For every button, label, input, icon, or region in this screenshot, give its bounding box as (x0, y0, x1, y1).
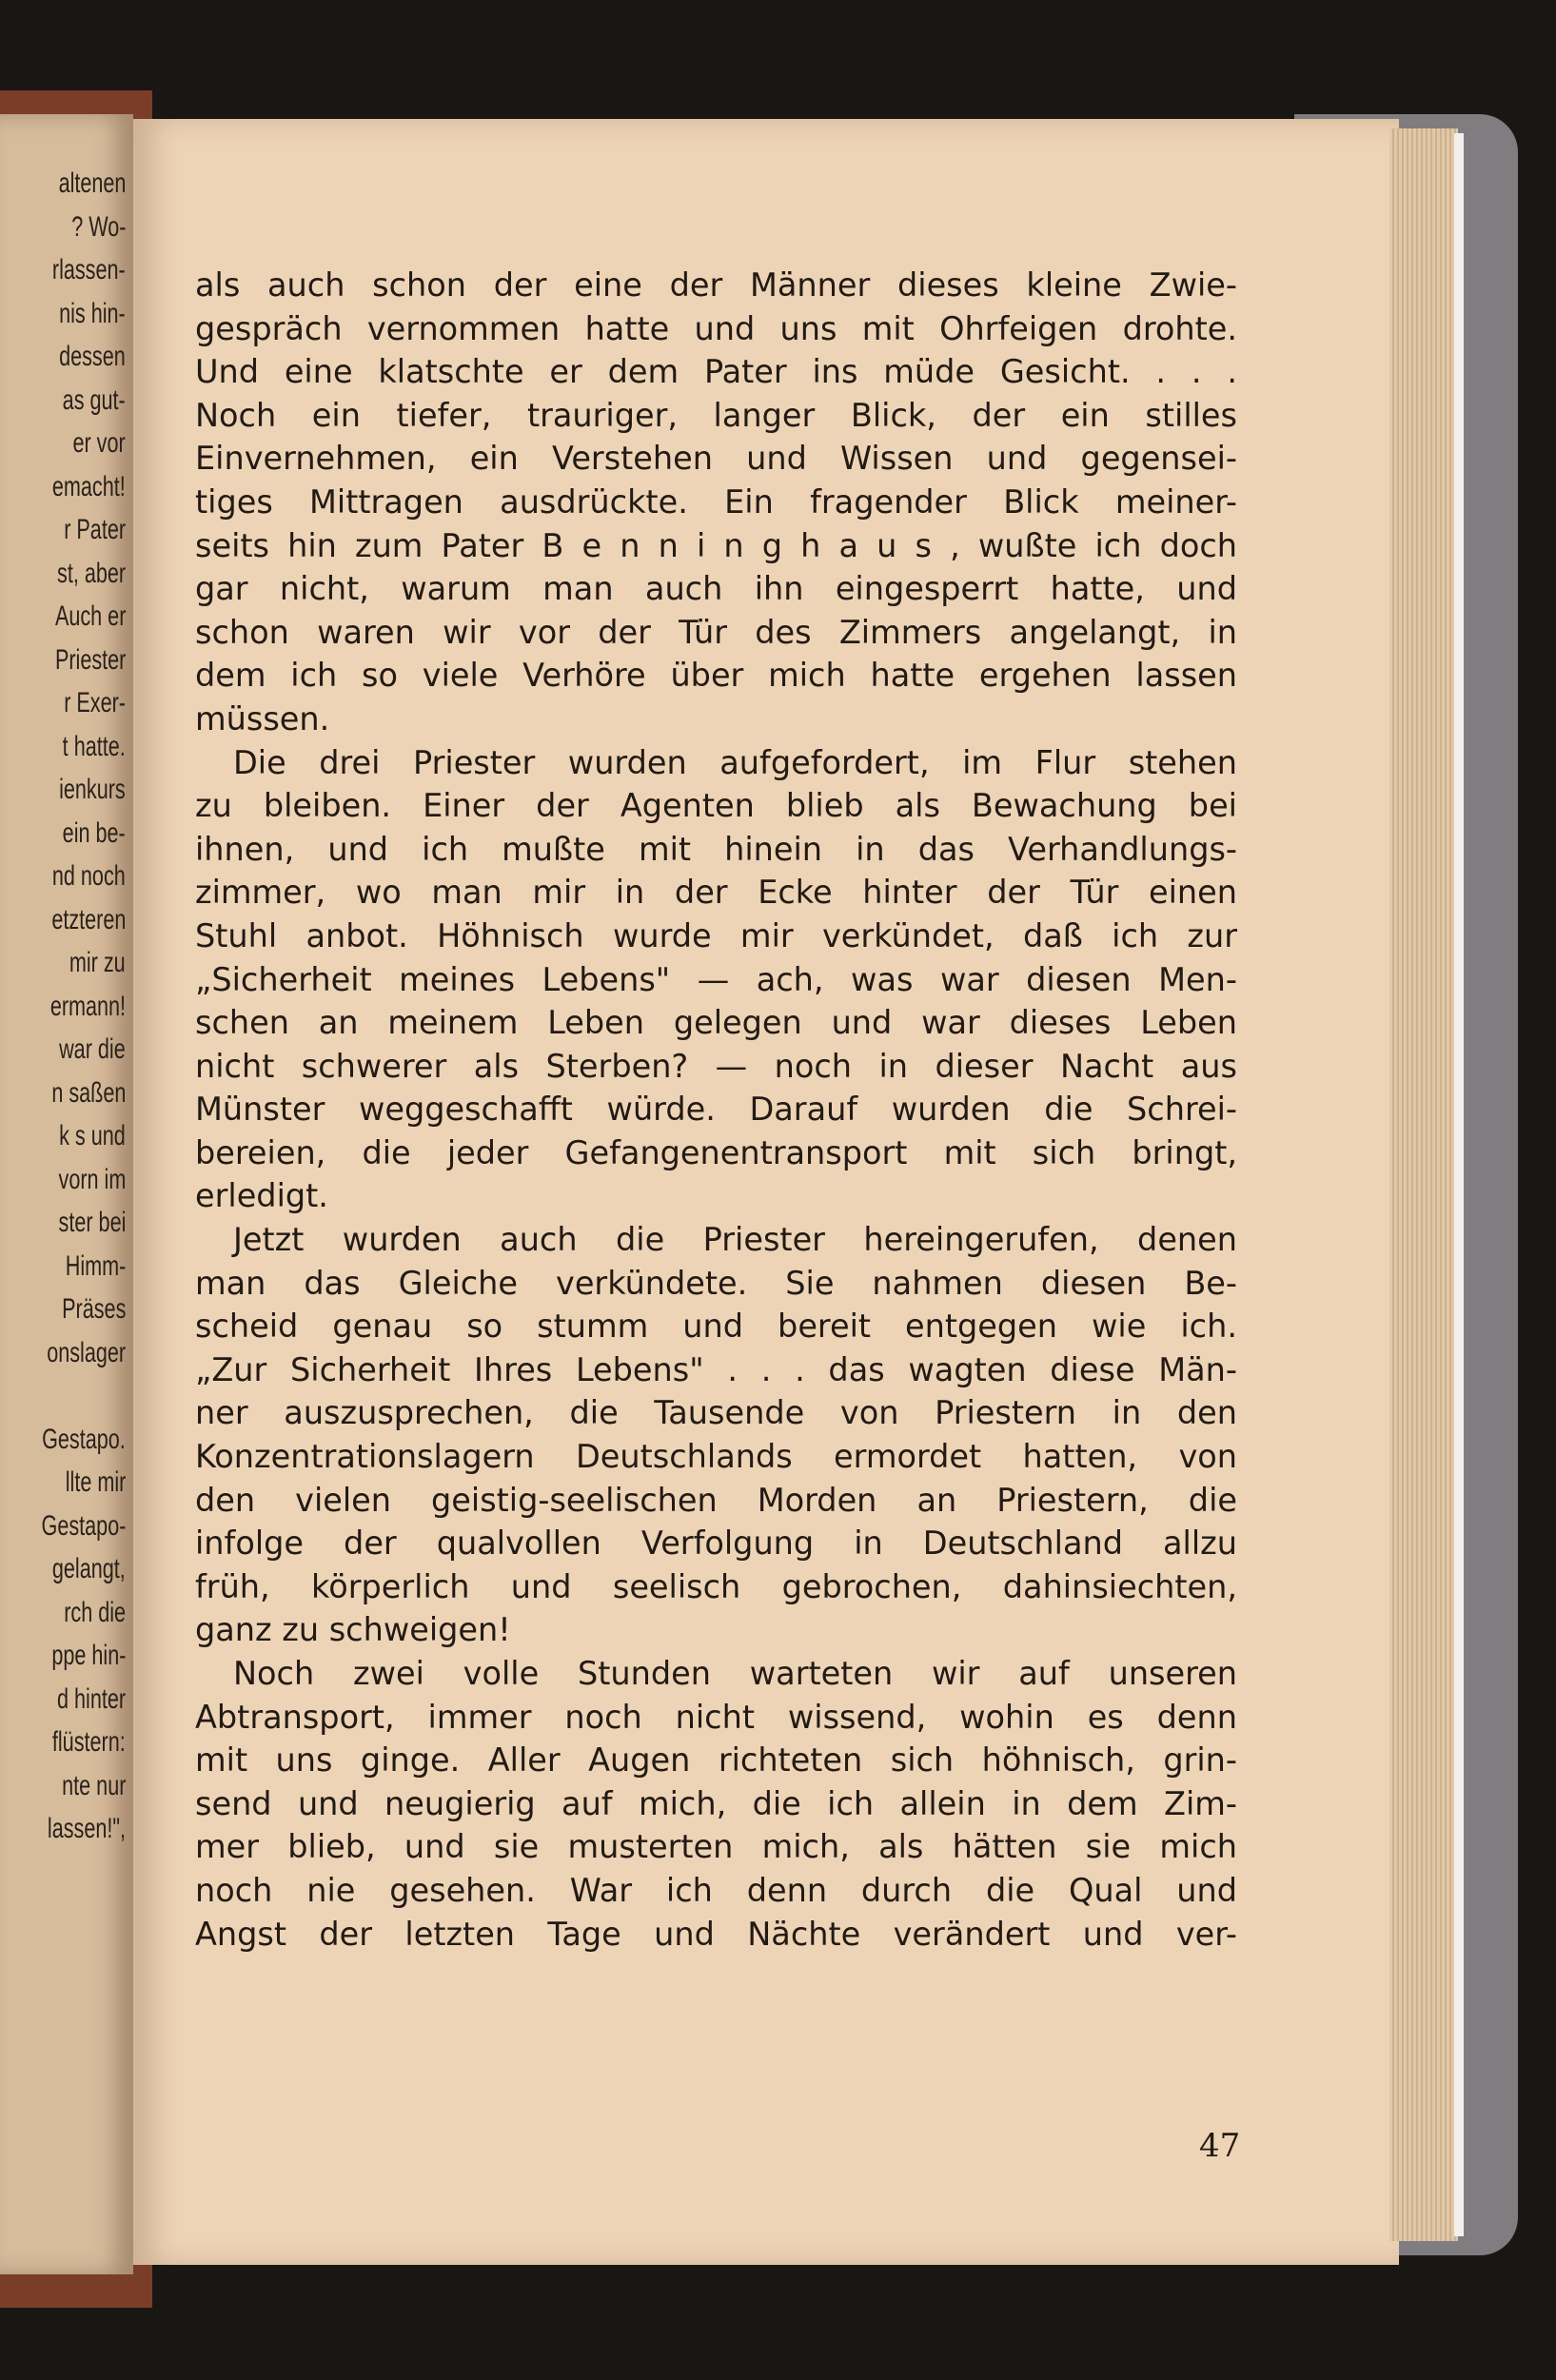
text-line: schen an meinem Leben gelegen und war dieses Leben (195, 1004, 1237, 1042)
text-line: ihnen, und ich mußte mit hinein in das Verhandlungs- (195, 830, 1237, 868)
left-page-text-fragment: rlassen- (52, 254, 126, 285)
left-page-text-fragment: gelangt, (52, 1553, 126, 1584)
left-page-text-fragment: dessen (59, 341, 126, 372)
page-stack-white-edge (1454, 133, 1464, 2236)
left-page-text-fragment: llte mir (65, 1466, 126, 1498)
text-line: Und eine klatschte er dem Pater ins müde Gesicht. . . . (195, 353, 1237, 391)
left-page-text-fragment: k s und (59, 1120, 126, 1151)
text-line: als auch schon der eine der Männer dieses kleine Zwie- (195, 266, 1237, 304)
text-line: gar nicht, warum man auch ihn eingesperrt hatte, und (195, 570, 1237, 608)
left-page-text-fragment: d hinter (56, 1682, 126, 1715)
left-page-text-fragment: flüstern: (52, 1726, 126, 1758)
right-page (133, 119, 1399, 2265)
left-page-text-fragment: r Pater (64, 514, 126, 545)
left-page-text-fragment: r Exer- (64, 687, 126, 718)
left-page-text-fragment: ermann! (49, 990, 126, 1022)
text-line: „Zur Sicherheit Ihres Lebens" . . . das wagten diese Män- (195, 1350, 1237, 1388)
text-line: bereien, die jeder Gefangenentransport mit sich bringt, (195, 1133, 1237, 1171)
text-line: infolge der qualvollen Verfolgung in Deutschland allzu (195, 1524, 1237, 1563)
text-line: mit uns ginge. Aller Augen richteten sich höhnisch, grin- (195, 1741, 1237, 1780)
text-line: erledigt. (195, 1177, 328, 1215)
text-line: zimmer, wo man mir in der Ecke hinter der Tür einen (195, 874, 1237, 912)
text-line: Die drei Priester wurden aufgefordert, im Flur stehen (233, 743, 1237, 781)
text-line: „Sicherheit meines Lebens" — ach, was war diesen Men- (195, 960, 1237, 998)
left-page-text-fragment: ? Wo- (70, 210, 126, 243)
left-page-text-fragment: as gut- (62, 384, 126, 416)
left-page (0, 114, 133, 2274)
page-number: 47 (1199, 2127, 1241, 2165)
text-line: früh, körperlich und seelisch gebrochen, dahinsiechten, (195, 1567, 1237, 1605)
text-line: den vielen geistig-seelischen Morden an Priestern, die (195, 1481, 1237, 1519)
text-line: schon waren wir vor der Tür des Zimmers angelangt, in (195, 613, 1237, 651)
left-page-text-fragment: Präses (61, 1293, 126, 1325)
left-page-text-fragment: Priester (54, 643, 126, 676)
left-page-text-fragment: ppe hin- (50, 1640, 126, 1671)
left-page-text-fragment: t hatte. (62, 730, 126, 762)
left-page-text-fragment: onslager (47, 1336, 126, 1368)
left-page-text-fragment: ein be- (62, 816, 126, 849)
text-line: Jetzt wurden auch die Priester hereingerufen, denen (233, 1221, 1237, 1259)
text-line: Münster weggeschafft würde. Darauf wurden die Schrei- (195, 1091, 1237, 1129)
left-page-text-fragment: Himm- (65, 1249, 126, 1282)
text-line: ner auszusprechen, die Tausende von Priestern in den (195, 1394, 1237, 1432)
text-line: Noch ein tiefer, trauriger, langer Blick, der ein stilles (195, 396, 1237, 434)
text-line: seits hin zum Pater B e n n i n g h a u s , wußte ich doch (195, 526, 1237, 564)
left-page-text-fragment: nd noch (52, 860, 126, 892)
left-page-text-fragment: nte nur (61, 1769, 126, 1801)
left-page-text-fragment: etzteren (50, 903, 126, 935)
left-page-text-fragment: er vor (72, 427, 126, 459)
left-page-text-fragment: mir zu (69, 947, 126, 978)
left-page-text-fragment: ienkurs (59, 774, 126, 805)
text-line: scheid genau so stumm und bereit entgegen wie ich. (195, 1308, 1237, 1346)
left-page-text-fragment: rch die (64, 1596, 126, 1628)
left-page-text-fragment: emacht! (52, 470, 126, 502)
left-page-text-fragment: st, aber (56, 557, 126, 589)
text-line: Konzentrationslagern Deutschlands ermordet hatten, von (195, 1438, 1237, 1476)
text-line: Einvernehmen, ein Verstehen und Wissen und gegensei- (195, 440, 1237, 478)
body-text (195, 264, 1237, 1956)
page-stack-edge (1389, 128, 1458, 2241)
left-page-text-fragment: Auch er (54, 600, 126, 632)
text-line: gespräch vernommen hatte und uns mit Ohrfeigen drohte. (195, 309, 1237, 347)
text-line: Angst der letzten Tage und Nächte verändert und ver- (195, 1915, 1237, 1953)
text-line: Abtransport, immer noch nicht wissend, wohin es denn (195, 1698, 1237, 1736)
left-page-text-fragment: altenen (58, 167, 126, 199)
left-page-text-fragment: nis hin- (59, 297, 126, 329)
left-page-text-fragment: war die (59, 1033, 126, 1065)
left-page-text-fragment: lassen!", (47, 1813, 126, 1844)
text-line: müssen. (195, 699, 330, 738)
left-page-text-fragment: vorn im (58, 1163, 126, 1195)
left-page-text-fragment: Gestapo- (41, 1509, 126, 1542)
text-line: zu bleiben. Einer der Agenten blieb als Bewachung bei (195, 787, 1237, 825)
left-page-text-fragment: ster bei (58, 1207, 126, 1238)
text-line: send und neugierig auf mich, die ich allein in dem Zim- (195, 1784, 1237, 1822)
left-page-text-fragment: Gestapo. (42, 1423, 126, 1455)
text-line: dem ich so viele Verhöre über mich hatte ergehen lassen (195, 657, 1237, 695)
text-line: Stuhl anbot. Höhnisch wurde mir verkündet, daß ich zur (195, 916, 1237, 954)
text-line: mer blieb, und sie musterten mich, als hätten sie mich (195, 1828, 1237, 1866)
text-line: tiges Mittragen ausdrückte. Ein fragender Blick meiner- (195, 482, 1237, 521)
text-line: ganz zu schweigen! (195, 1611, 511, 1649)
left-page-text-fragment: n saßen (50, 1076, 126, 1109)
text-line: nicht schwerer als Sterben? — noch in dieser Nacht aus (195, 1047, 1237, 1085)
text-line: noch nie gesehen. War ich denn durch die Qual und (195, 1871, 1237, 1909)
text-line: man das Gleiche verkündete. Sie nahmen diesen Be- (195, 1264, 1237, 1302)
text-line: Noch zwei volle Stunden warteten wir auf unseren (233, 1655, 1237, 1692)
